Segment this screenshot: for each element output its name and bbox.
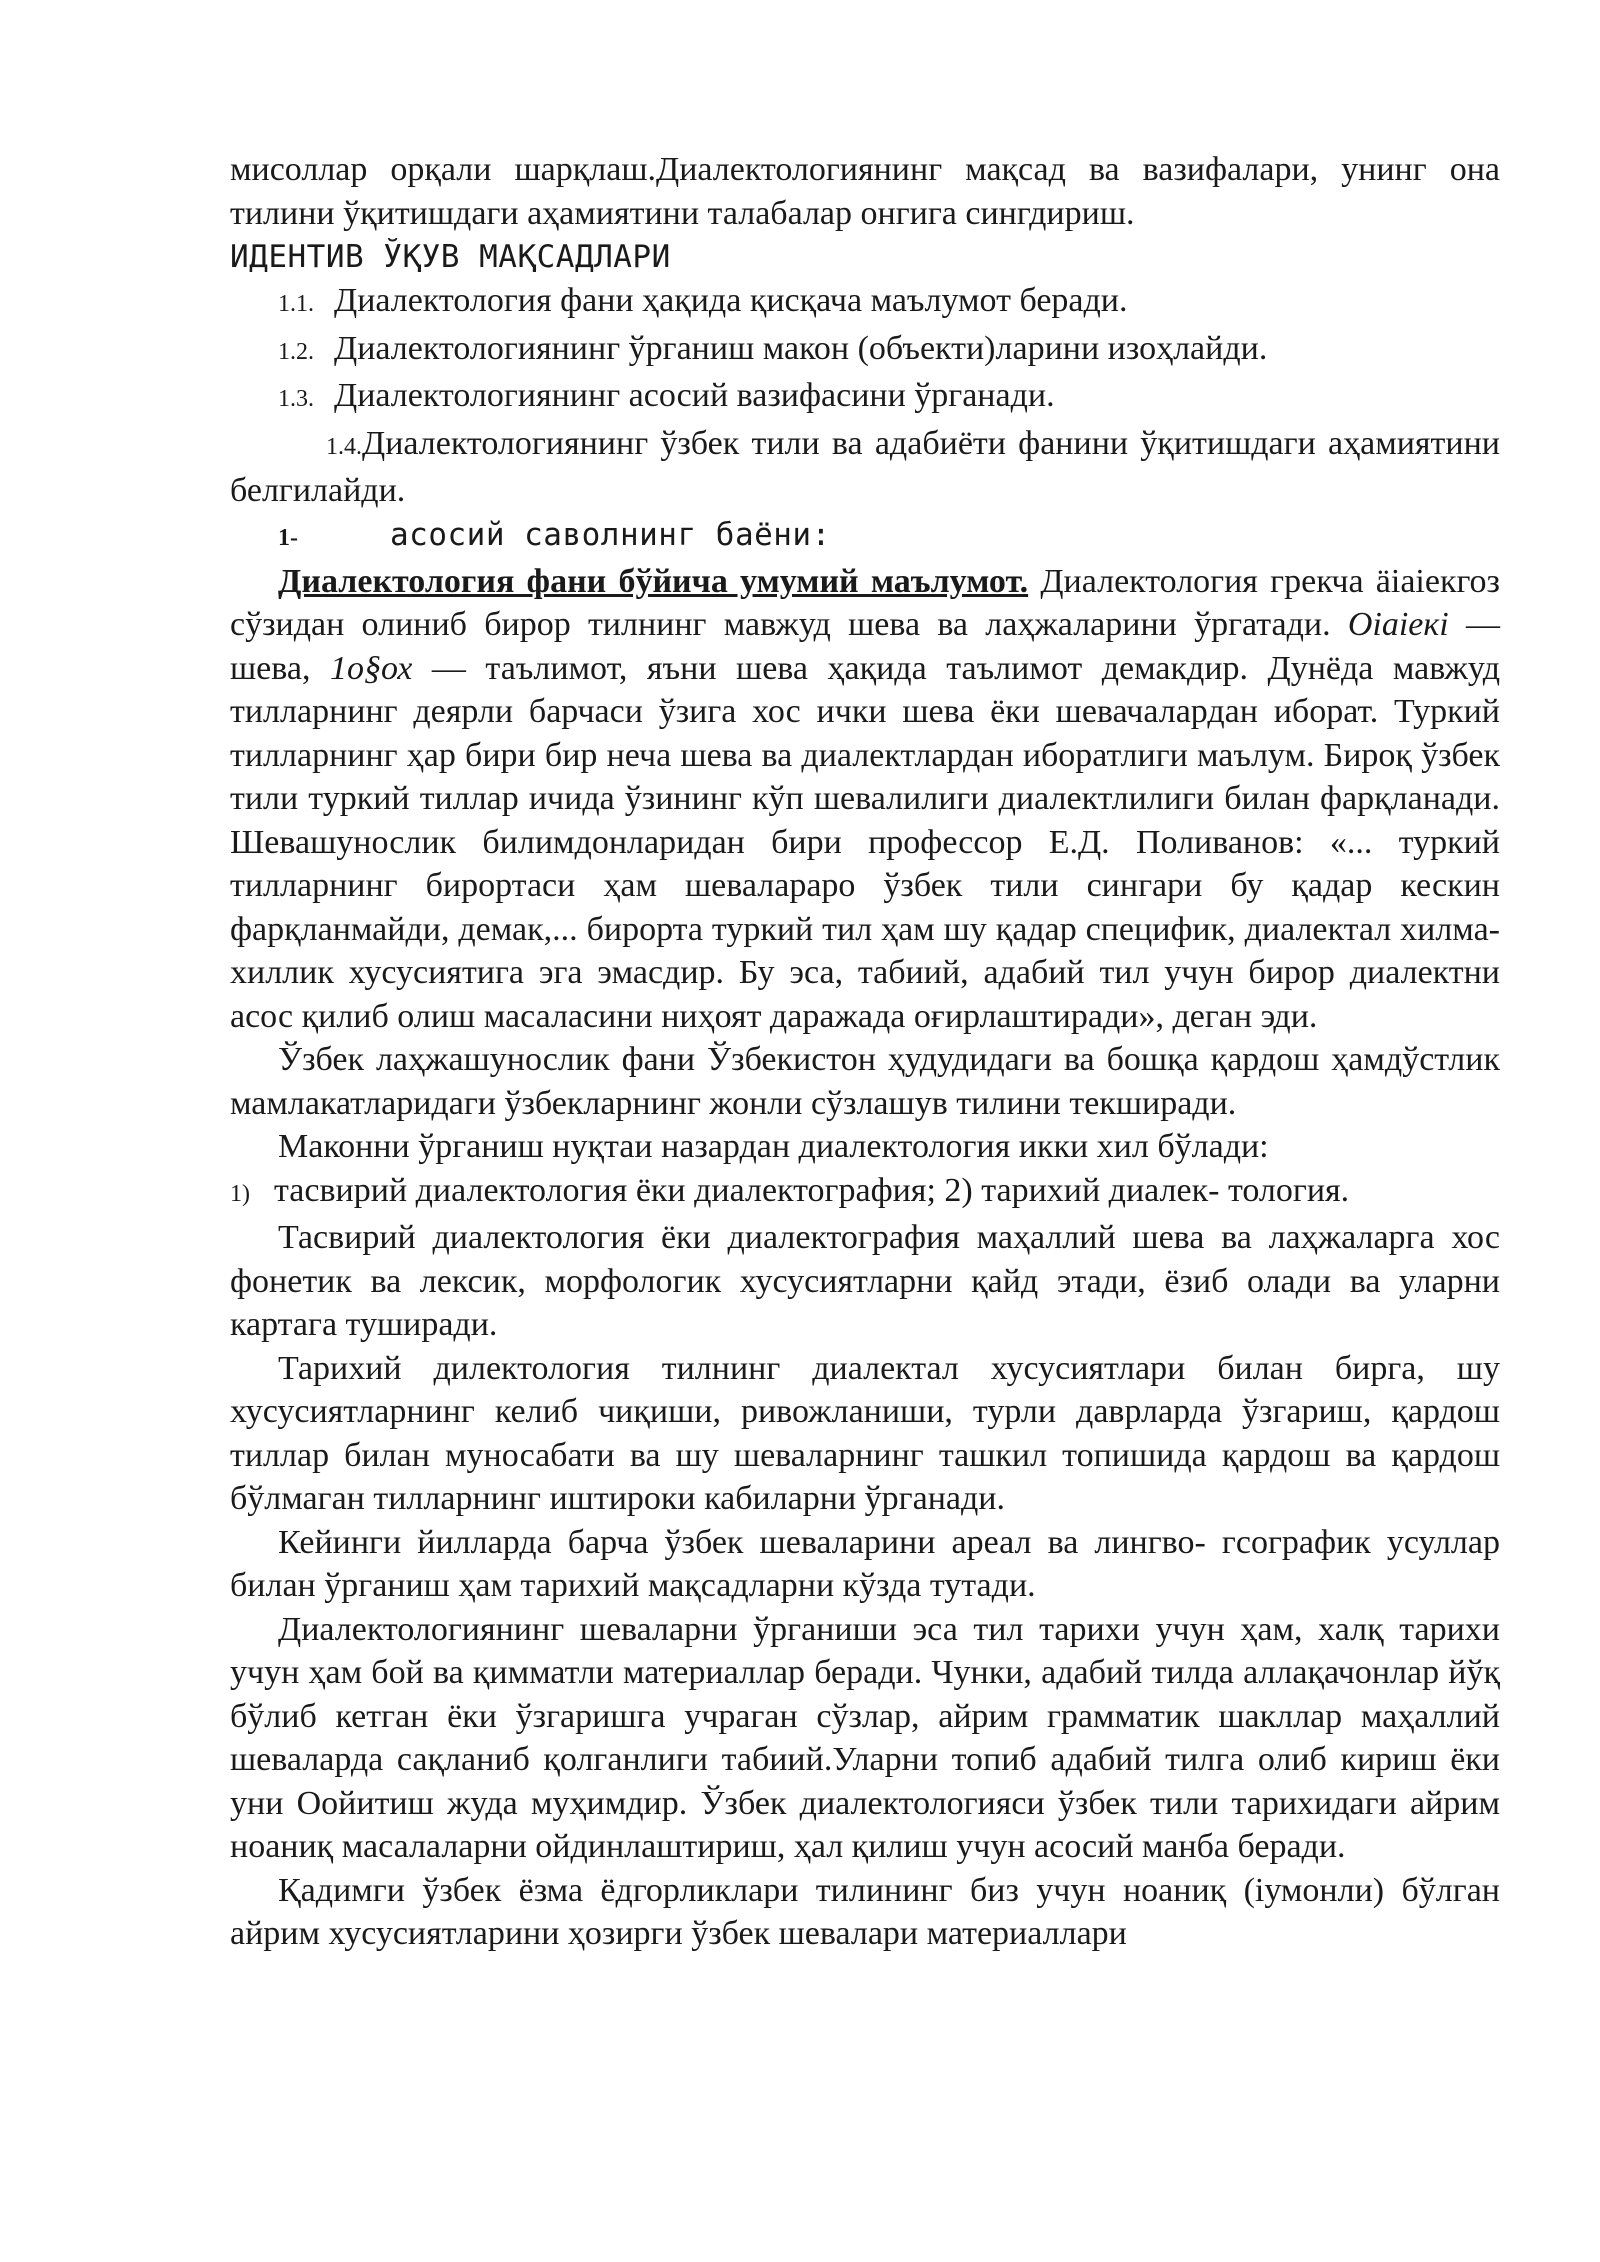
objective-item-4: [230, 422, 1500, 513]
objective-item-3: [230, 374, 1500, 422]
body-paragraph-1: [230, 560, 1500, 1039]
body-paragraph-5: Тасвирий диалектология ёки диалектография маҳаллий шева ва лаҳжаларга хос фонетик ва лексик, морфологик хусусиятларни қайд этади, ёзиб олади ва уларни картага туширади.: [230, 1219, 1500, 1343]
list-number: 1): [230, 1180, 250, 1207]
section-title: Диалектология фани бўйича умумий маълумот.: [278, 562, 1029, 600]
question-title: асосий саволнинг баёни:: [390, 516, 831, 553]
objective-text: Диалектологиянинг ўрганиш макон (объекти)ларини изоҳлайди.: [334, 329, 1268, 367]
objective-number: 1.2.: [278, 338, 314, 365]
greek-term: Оіаіекі: [1347, 606, 1449, 643]
objective-text: Диалектология фани ҳақида қисқача маълумот беради.: [334, 282, 1128, 319]
paragraph-text: тасвирий диалектология ёки диалектография; 2) тарихий диалек- тология.: [274, 1171, 1350, 1209]
greek-term: 1о§ох: [329, 649, 413, 687]
objective-item-2: [230, 327, 1500, 375]
question-number: 1-: [278, 524, 298, 551]
body-paragraph-6: Тарихий дилектология тилнинг диалектал хусусиятлари билан бирга, шу хусусиятларнинг келиб чиқиши, ривожланиши, турли даврларда ўзгариш, қардош тиллар билан муносабати ва шу шеваларнинг ташкил топишида қардош ва қардош бўлмаган тилларнинг иштироки кабиларни ўрганади.: [230, 1349, 1500, 1517]
body-paragraph-2: Ўзбек лаҳжашунослик фани Ўзбекистон ҳудудидаги ва бошқа қардош ҳамдўстлик мамлакатларидаги ўзбекларнинг жонли сўзлашув тилини текширади.: [230, 1041, 1500, 1122]
intro-paragraph: мисоллар орқали шарқлаш.Диалектологиянинг мақсад ва вазифалари, унинг она тилини ўқитишдаги аҳамиятини талабалар онгига сингдириш.: [230, 151, 1500, 232]
objective-number: 1.4.: [326, 433, 362, 460]
objective-text: Диалектологиянинг асосий вазифасини ўрганади.: [334, 377, 1055, 414]
paragraph-text: — таълимот, яъни шева ҳақида таълимот демакдир. Дунёда мавжуд тилларнинг деярли барчаси ўзига хос ички шева ёки шевачалардан иборат. Туркий тилларнинг ҳар бири бир неча шева ва диалектлардан иборатлиги маълум. Бироқ ўзбек тили туркий тиллар ичида ўзининг кўп шевалилиги диалектлилиги билан фарқланади. Шевашунослик билимдонларидан бири профессор Е.Д. Поливанов: «... туркий тилларнинг бирортаси ҳам шеваларaро ўзбек тили сингари бу қадар кескин фарқланмайди, демак,... бирорта туркий тил ҳам шу қадар специфик, диалектал хилма-хиллик хусусиятига эга эмасдир. Бу эса, табиий, адабий тил учун бирор диалектни асос қилиб олиш масаласини ниҳоят даражада оғирлаштиради», деган эди.: [230, 649, 1500, 1035]
objective-text: Диалектологиянинг ўзбек тили ва адабиёти фанини ўқитишдаги аҳамиятини белгилайди.: [230, 424, 1500, 509]
objective-item-1: [230, 279, 1500, 327]
paragraph-text: — шева,: [230, 606, 1500, 687]
objectives-heading: ИДЕНТИВ ЎҚУВ МАҚСАДЛАРИ: [230, 239, 671, 275]
objective-number: 1.3.: [278, 386, 314, 412]
objective-number: 1.1.: [278, 291, 314, 317]
body-paragraph-7: Кейинги йилларда барча ўзбек шеваларини ареал ва лингво- гсографик усуллар билан ўрганиш ҳам тарихий мақсадларни кўзда тутади.: [230, 1523, 1500, 1604]
body-paragraph-8: Диалектологиянинг шеваларни ўрганиши эса тил тарихи учун ҳам, халқ тарихи учун ҳам бой ва қимматли материаллар беради. Чунки, адабий тилда аллақачонлар йўқ бўлиб кетган ёки ўзгаришга учраган сўзлар, айрим грамматик шакллар маҳаллий шеваларда сақланиб қолганлиги табиий.Уларни топиб адабий тилга олиб кириш ёки уни Оойитиш жуда муҳимдир. Ўзбек диалектологияси ўзбек тили тарихидаги айрим ноаниқ масалаларни ойдинлаштириш, ҳал қилиш учун асосий манба беради.: [230, 1610, 1500, 1865]
body-paragraph-9: Қадимги ўзбек ёзма ёдгорликлари тилининг биз учун ноаниқ (іумонли) бўлган айрим хусусиятларини ҳозирги ўзбек шевалари материаллари: [230, 1871, 1500, 1952]
body-paragraph-4: [230, 1169, 1500, 1217]
question-heading: [230, 513, 1500, 560]
body-paragraph-3: Маконни ўрганиш нуқтаи назардан диалектология икки хил бўлади:: [278, 1128, 1269, 1165]
paragraph-text: Диалектология грекча äiaiекгоз сўзидан олиниб бирор тилнинг мавжуд шева ва лаҳжаларини ўргатади.: [230, 562, 1500, 643]
